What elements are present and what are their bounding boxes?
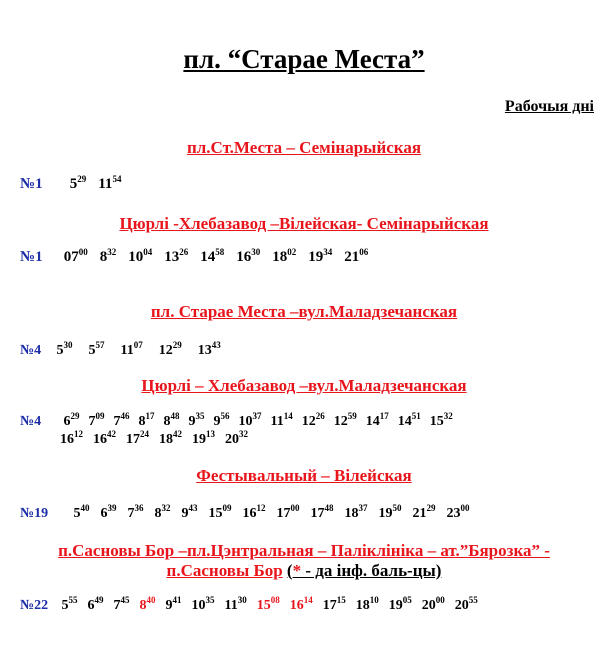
departure-time: $16^{12}$ bbox=[242, 503, 266, 521]
departure-time: $5^{57}$ bbox=[88, 340, 105, 358]
times bbox=[73, 503, 481, 521]
route-number: №19 bbox=[20, 506, 49, 521]
times bbox=[70, 176, 134, 192]
departure-time: $20^{32}$ bbox=[225, 429, 248, 447]
route-title-1: пл.Ст.Места – Семінарыйская bbox=[186, 138, 422, 157]
route-number: №1 bbox=[20, 249, 43, 265]
route-number: №22 bbox=[20, 598, 49, 613]
departure-time: $17^{00}$ bbox=[276, 503, 300, 521]
departure-time: $9^{35}$ bbox=[188, 411, 205, 429]
departure-time: $6^{39}$ bbox=[100, 503, 117, 521]
schedule-row-3 bbox=[20, 340, 237, 359]
departure-time: $13^{43}$ bbox=[197, 340, 221, 358]
schedule-row-4a bbox=[20, 411, 462, 430]
departure-time: $5^{55}$ bbox=[61, 595, 78, 613]
departure-time: $18^{02}$ bbox=[272, 247, 297, 265]
departure-time: $19^{05}$ bbox=[388, 595, 412, 613]
route-title-6-line2: п.Сасновы Бор (* - да інф. баль-цы) bbox=[166, 561, 442, 580]
departure-time: $16^{30}$ bbox=[236, 247, 261, 265]
schedule-row-1 bbox=[20, 176, 133, 193]
times bbox=[64, 249, 381, 265]
departure-time: $18^{10}$ bbox=[355, 595, 379, 613]
departure-time: $12^{29}$ bbox=[158, 340, 182, 358]
departure-time: $15^{09}$ bbox=[208, 503, 232, 521]
departure-time: $10^{35}$ bbox=[191, 595, 215, 613]
departure-time: $6^{29}$ bbox=[63, 411, 80, 429]
route-title-6: п.Сасновы Бор –пл.Цэнтральная – Паліклініка – ат.”Бярозка” - bbox=[58, 541, 550, 560]
departure-time: $9^{41}$ bbox=[165, 595, 182, 613]
times bbox=[61, 595, 488, 613]
departure-time: $9^{56}$ bbox=[213, 411, 230, 429]
departure-time: $7^{46}$ bbox=[113, 411, 130, 429]
departure-time: $11^{54}$ bbox=[98, 174, 122, 192]
departure-time: $8^{32}$ bbox=[99, 247, 117, 265]
departure-time: $14^{58}$ bbox=[200, 247, 225, 265]
departure-time: $5^{30}$ bbox=[56, 340, 73, 358]
departure-time: $5^{29}$ bbox=[69, 174, 87, 192]
departure-time: $18^{42}$ bbox=[159, 429, 182, 447]
departure-time: $10^{04}$ bbox=[128, 247, 153, 265]
departure-time: $14^{17}$ bbox=[365, 411, 389, 429]
departure-time: $17^{15}$ bbox=[322, 595, 346, 613]
departure-time: $18^{37}$ bbox=[344, 503, 368, 521]
departure-time: $07^{00}$ bbox=[63, 247, 88, 265]
departure-time: $7^{09}$ bbox=[88, 411, 105, 429]
departure-time: $11^{14}$ bbox=[270, 411, 293, 429]
departure-time: $23^{00}$ bbox=[446, 503, 470, 521]
departure-time: $15^{08}$ bbox=[256, 595, 280, 613]
departure-time: $17^{24}$ bbox=[126, 429, 149, 447]
departure-time: $12^{59}$ bbox=[333, 411, 357, 429]
departure-time: $11^{07}$ bbox=[120, 340, 143, 358]
departure-time: $19^{34}$ bbox=[308, 247, 333, 265]
departure-time: $16^{14}$ bbox=[289, 595, 313, 613]
route-title-4: Цюрлі – Хлебазавод –вул.Маладзечанская bbox=[141, 376, 467, 395]
departure-time: $19^{13}$ bbox=[192, 429, 215, 447]
departure-time: $21^{06}$ bbox=[344, 247, 369, 265]
route-title-2: Цюрлі -Хлебазавод –Вілейская- Семінарыйская bbox=[119, 214, 489, 233]
departure-time: $15^{32}$ bbox=[429, 411, 453, 429]
times bbox=[63, 411, 462, 429]
departure-time: $6^{49}$ bbox=[87, 595, 104, 613]
page-title: пл. “Старае Места” bbox=[183, 44, 425, 74]
departure-time: $7^{45}$ bbox=[113, 595, 130, 613]
departure-time: $21^{29}$ bbox=[412, 503, 436, 521]
departure-time: $8^{40}$ bbox=[139, 595, 156, 613]
schedule-row-2 bbox=[20, 249, 380, 266]
departure-time: $8^{48}$ bbox=[163, 411, 180, 429]
route-number: №4 bbox=[20, 343, 42, 358]
day-type-label: Рабочыя дні bbox=[504, 98, 594, 115]
departure-time: $7^{36}$ bbox=[127, 503, 144, 521]
schedule-row-4b bbox=[60, 429, 258, 448]
route-number: №1 bbox=[20, 176, 43, 192]
schedule-row-6 bbox=[20, 595, 488, 614]
departure-time: $17^{48}$ bbox=[310, 503, 334, 521]
departure-time: $20^{00}$ bbox=[421, 595, 445, 613]
departure-time: $16^{42}$ bbox=[93, 429, 116, 447]
departure-time: $9^{43}$ bbox=[181, 503, 198, 521]
departure-time: $10^{37}$ bbox=[238, 411, 262, 429]
schedule-row-5 bbox=[20, 503, 481, 522]
departure-time: $11^{30}$ bbox=[224, 595, 247, 613]
route-number: №4 bbox=[20, 414, 42, 429]
departure-time: $19^{50}$ bbox=[378, 503, 402, 521]
route-title-5: Фестывальный – Вілейская bbox=[196, 466, 412, 485]
departure-time: $5^{40}$ bbox=[73, 503, 90, 521]
times bbox=[56, 340, 237, 358]
departure-time: $14^{51}$ bbox=[397, 411, 421, 429]
times bbox=[60, 429, 258, 447]
departure-time: $13^{26}$ bbox=[164, 247, 189, 265]
departure-time: $12^{26}$ bbox=[301, 411, 325, 429]
departure-time: $8^{17}$ bbox=[138, 411, 155, 429]
departure-time: $16^{12}$ bbox=[60, 429, 83, 447]
departure-time: $20^{55}$ bbox=[454, 595, 478, 613]
departure-time: $8^{32}$ bbox=[154, 503, 171, 521]
route-title-3: пл. Старае Места –вул.Маладзечанская bbox=[150, 302, 458, 321]
